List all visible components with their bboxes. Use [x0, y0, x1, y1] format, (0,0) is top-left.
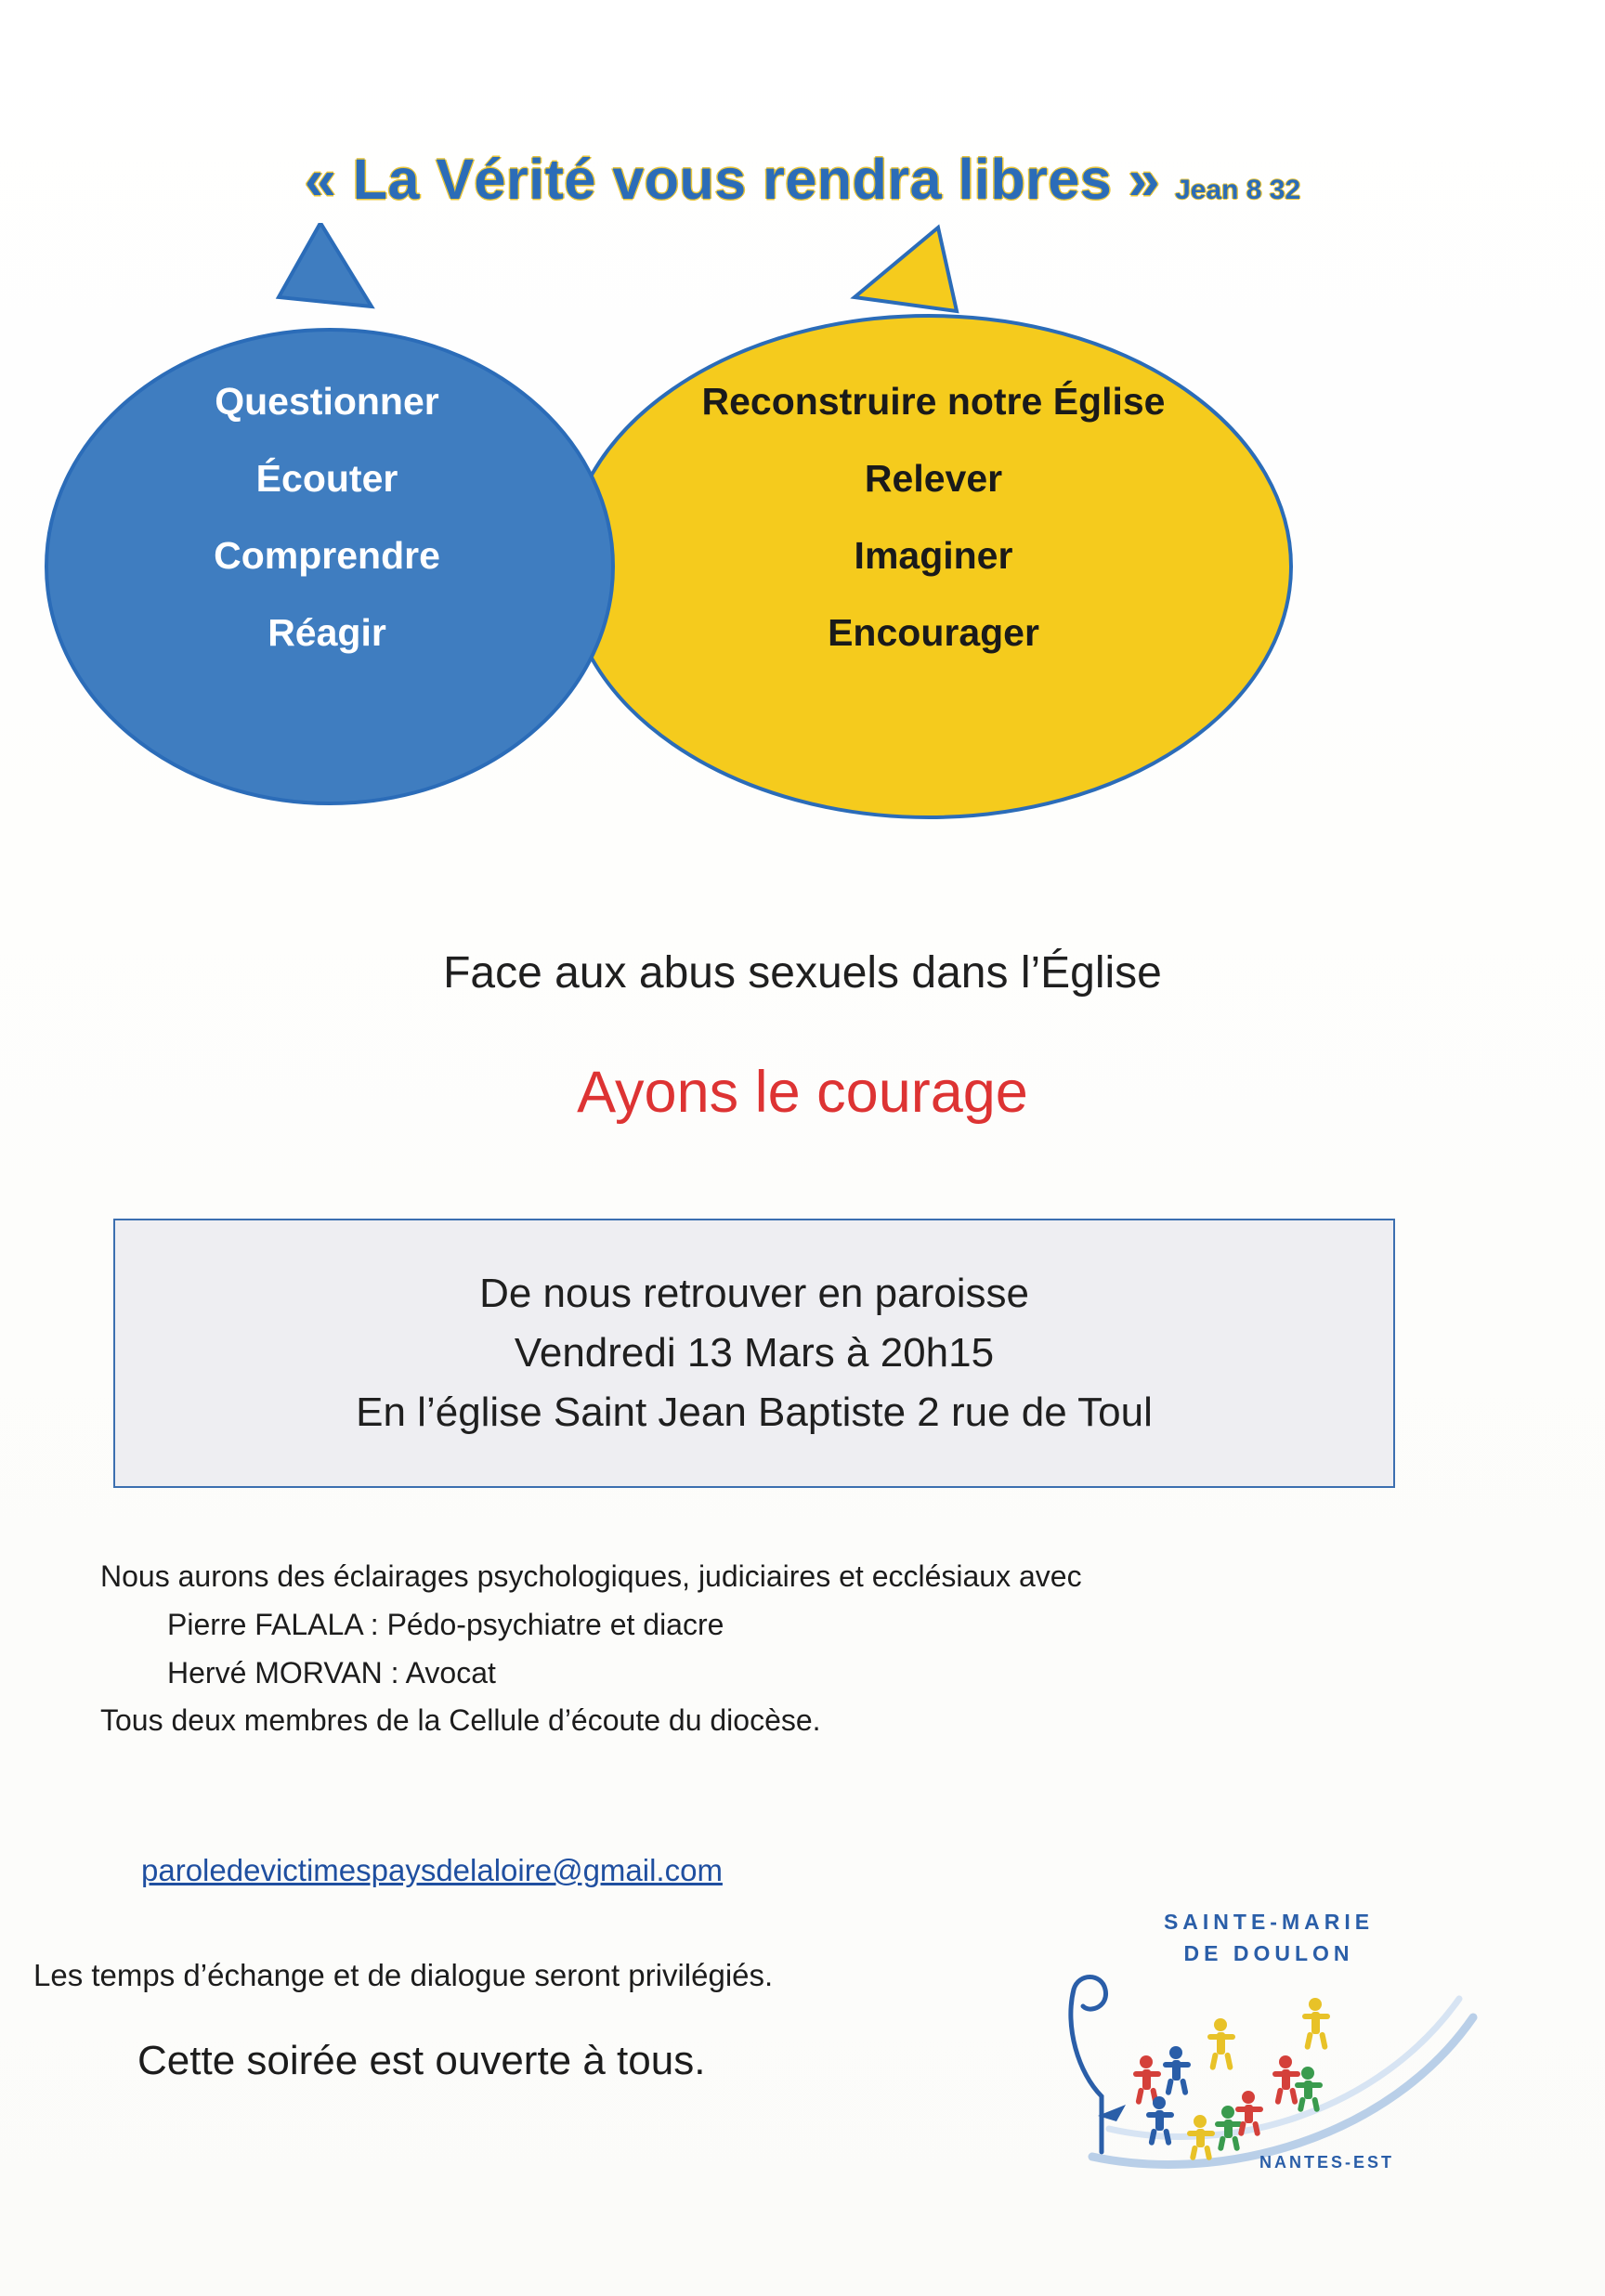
- bubble-left-item-1: Écouter: [255, 457, 398, 500]
- bubble-left-item-2: Comprendre: [214, 534, 440, 577]
- logo-artwork-icon: [1037, 1906, 1520, 2194]
- parish-logo: [1037, 1906, 1520, 2194]
- email-link[interactable]: paroledevictimespaysdelaloire@gmail.com: [141, 1853, 723, 1887]
- bubble-right-item-1: Relever: [864, 457, 1003, 500]
- verse-headline: [0, 147, 1605, 212]
- bubble-group: [0, 223, 1605, 864]
- bubble-right-item-0: Reconstruire notre Église: [701, 380, 1166, 423]
- details-intro: Nous aurons des éclairages psychologiques, judiciaires et ecclésiaux avec: [100, 1559, 1082, 1593]
- details-membership: Tous deux membres de la Cellule d’écoute du diocèse.: [100, 1703, 821, 1738]
- event-line-3: En l’église Saint Jean Baptiste 2 rue de Toul: [356, 1389, 1153, 1435]
- bubble-left-item-0: Questionner: [215, 380, 439, 423]
- bubble-right-item-3: Encourager: [828, 611, 1039, 654]
- statement-context: Face aux abus sexuels dans l’Église: [443, 948, 1162, 998]
- statement-call: Ayons le courage: [577, 1060, 1028, 1125]
- bubble-left-text: [67, 380, 587, 654]
- bubble-left-item-3: Réagir: [268, 611, 386, 654]
- verse-quote: « La Vérité vous rendra libres »: [304, 148, 1161, 211]
- event-box: [113, 1219, 1395, 1488]
- bubble-right-item-2: Imaginer: [854, 534, 1013, 577]
- event-line-2: Vendredi 13 Mars à 20h15: [514, 1330, 995, 1376]
- open-to-all-note: Cette soirée est ouverte à tous.: [137, 2038, 706, 2083]
- logo-subtitle: DE DOULON: [1183, 1941, 1354, 1965]
- event-line-1: De nous retrouver en paroisse: [479, 1271, 1029, 1317]
- details-speaker-2: Hervé MORVAN : Avocat: [167, 1655, 496, 1689]
- verse-reference: Jean 8 32: [1175, 175, 1301, 205]
- email-line: [141, 1853, 723, 1888]
- dialogue-note: Les temps d’échange et de dialogue seront privilégiés.: [33, 1958, 774, 1992]
- details-block: [100, 1553, 1512, 1745]
- logo-footer: NANTES-EST: [1259, 2153, 1395, 2172]
- details-speaker-1: Pierre FALALA : Pédo-psychiatre et diacre: [167, 1607, 724, 1641]
- logo-title: SAINTE-MARIE: [1163, 1910, 1375, 1934]
- bubble-right-text: [594, 380, 1272, 654]
